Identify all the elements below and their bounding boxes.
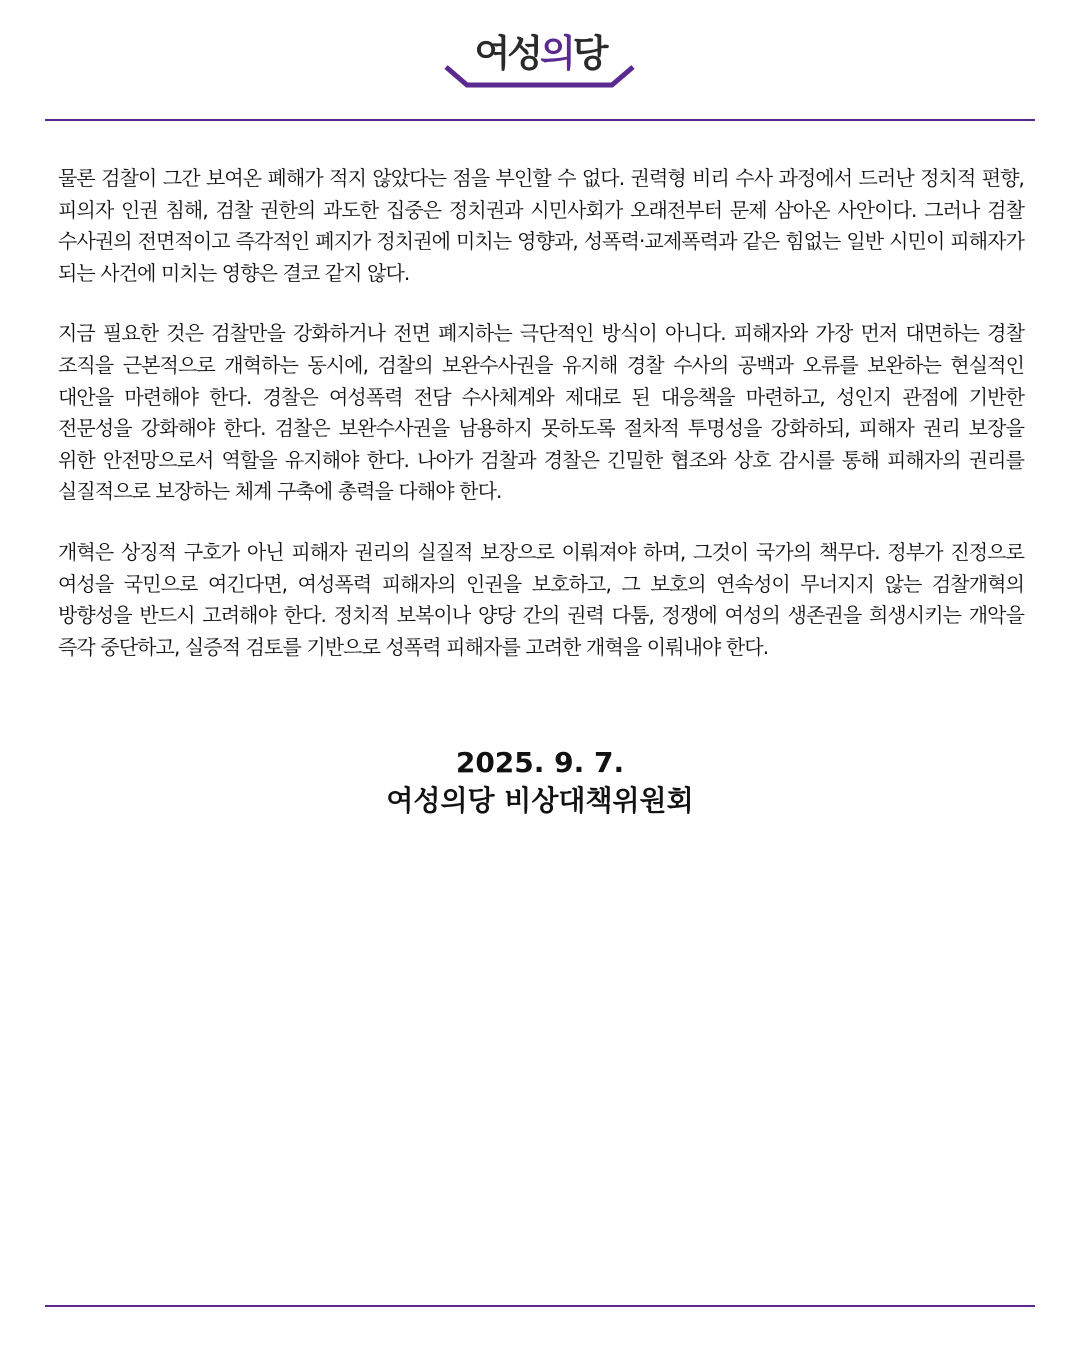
paragraph-1: 물론 검찰이 그간 보여온 폐해가 적지 않았다는 점을 부인할 수 없다. 권력형 비리 수사 과정에서 드러난 정치적 편향, 피의자 인권 침해, 검찰 권한의 과도한 집중은 정치권과 시민사회가 오래전부터 문제 삼아온 사안이다. 그러나 검찰 수사권의 전면적이고 즉각적인 폐지가 정치권에 미치는 영향과, 성폭력·교제폭력과 같은 힘없는 일반 시민이 피해자가 되는 사건에 미치는 영향은 결코 같지 않다. xyxy=(58,166,1024,285)
paragraph-3: 개혁은 상징적 구호가 아닌 피해자 권리의 실질적 보장으로 이뤄져야 하며, 그것이 국가의 책무다. 정부가 진정으로 여성을 국민으로 여긴다면, 여성폭력 피해자의 인권을 보호하고, 그 보호의 연속성이 무너지지 않는 검찰개혁의 방향성을 반드시 고려해야 한다. 정치적 보복이나 양당 간의 권력 다툼, 정쟁에 여성의 생존권을 희생시키는 개악을 즉각 중단하고, 실증적 검토를 기반으로 성폭력 피해자를 고려한 개혁을 이뤄내야 한다. xyxy=(58,539,1024,659)
party-logo xyxy=(0,30,1080,92)
logo-text-accent: 의 xyxy=(539,32,573,75)
paragraph-2: 지금 필요한 것은 검찰만을 강화하거나 전면 폐지하는 극단적인 방식이 아니다. 피해자와 가장 먼저 대면하는 경찰 조직을 근본적으로 개혁하는 동시에, 검찰의 보완수사권을 유지해 경찰 수사의 공백과 오류를 보완하는 현실적인 대안을 마련해야 한다. 경찰은 여성폭력 전담 수사체계와 제대로 된 대응책을 마련하고, 성인지 관점에 기반한 전문성을 강화해야 한다. 검찰은 보완수사권을 남용하지 못하도록 절차적 투명성을 강화하되, 피해자 권리 보장을 위한 안전망으로서 역할을 유지해야 한다. 나아가 검찰과 경찰은 긴밀한 협조와 상호 감시를 통해 피해자의 권리를 실질적으로 보장하는 체계 구축에 총력을 다해야 한다. xyxy=(58,321,1024,504)
statement-body xyxy=(58,163,1024,692)
statement-date: 2025. 9. 7. xyxy=(455,746,625,779)
signature-block xyxy=(0,744,1080,820)
top-divider xyxy=(45,119,1035,121)
logo-text-part1: 여성 xyxy=(474,32,540,75)
logo-wordmark xyxy=(0,32,1080,76)
issuing-organization: 여성의당 비상대책위원회 xyxy=(386,784,694,817)
bottom-divider xyxy=(45,1305,1035,1307)
logo-text-part3: 당 xyxy=(572,32,606,75)
